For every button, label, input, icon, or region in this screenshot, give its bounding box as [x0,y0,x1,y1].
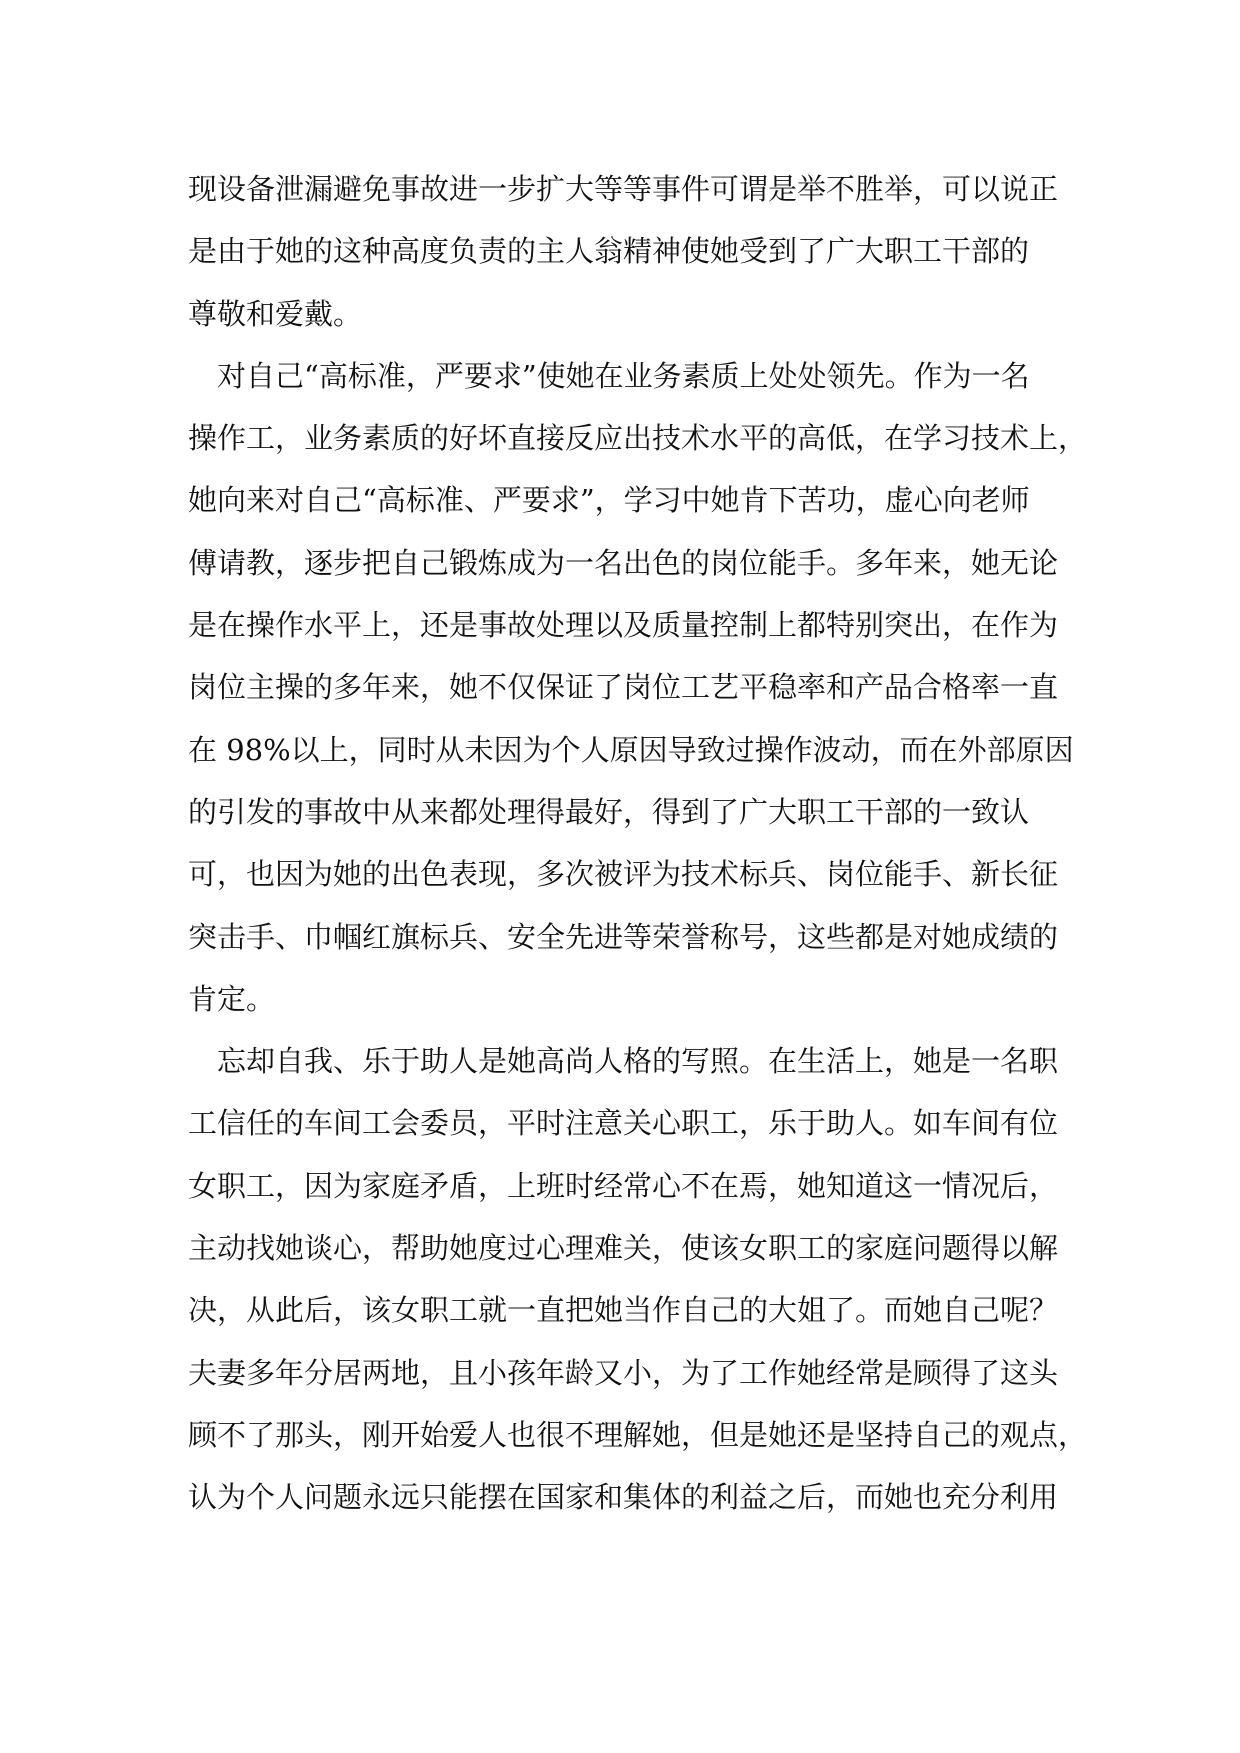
text-line: 决，从此后，该女职工就一直把她当作自己的大姐了。而她自己呢？ [188,1293,1059,1328]
text-line: 她向来对自己“高标准、严要求”，学习中她肯下苦功，虚心向老师 [188,483,1030,518]
text-line: 是由于她的这种高度负责的主人翁精神使她受到了广大职工干部的 [188,234,1030,269]
text-line: 顾不了那头，刚开始爱人也很不理解她，但是她还是坚持自己的观点， [188,1417,1088,1452]
text-line: 忘却自我、乐于助人是她高尚人格的写照。在生活上，她是一名职 [188,1044,1059,1079]
text-line: 现设备泄漏避免事故进一步扩大等等事件可谓是举不胜举，可以说正 [188,172,1059,206]
text-line: 岗位主操的多年来，她不仅保证了岗位工艺平稳率和产品合格率一直 [188,670,1059,705]
text-line: 工信任的车间工会委员，平时注意关心职工，乐于助人。如车间有位 [188,1106,1059,1141]
text-line: 傅请教，逐步把自己锻炼成为一名出色的岗位能手。多年来，她无论 [188,545,1059,580]
text-line: 是在操作水平上，还是事故处理以及质量控制上都特别突出，在作为 [188,608,1059,643]
text-line: 主动找她谈心，帮助她度过心理难关，使该女职工的家庭问题得以解 [188,1231,1059,1266]
text-line: 突击手、巾帼红旗标兵、安全先进等荣誉称号，这些都是对她成绩的 [188,919,1059,954]
text-line: 操作工，业务素质的好坏直接反应出技术水平的高低，在学习技术上， [188,421,1088,456]
text-line: 尊敬和爱戴。 [188,296,363,331]
body-text [188,158,1088,1529]
text-line: 在 98%以上，同时从未因为个人原因导致过操作波动，而在外部原因 [188,732,1074,767]
text-line: 的引发的事故中从来都处理得最好，得到了广大职工干部的一致认 [188,794,1030,829]
text-line: 认为个人问题永远只能摆在国家和集体的利益之后，而她也充分利用 [188,1480,1059,1515]
text-line: 肯定。 [188,981,276,1016]
text-line: 女职工，因为家庭矛盾，上班时经常心不在焉，她知道这一情况后， [188,1168,1059,1203]
text-line: 可，也因为她的出色表现，多次被评为技术标兵、岗位能手、新长征 [188,857,1059,892]
text-line: 对自己“高标准，严要求”使她在业务素质上处处领先。作为一名 [188,358,1030,393]
text-line: 夫妻多年分居两地，且小孩年龄又小，为了工作她经常是顾得了这头 [188,1355,1059,1390]
